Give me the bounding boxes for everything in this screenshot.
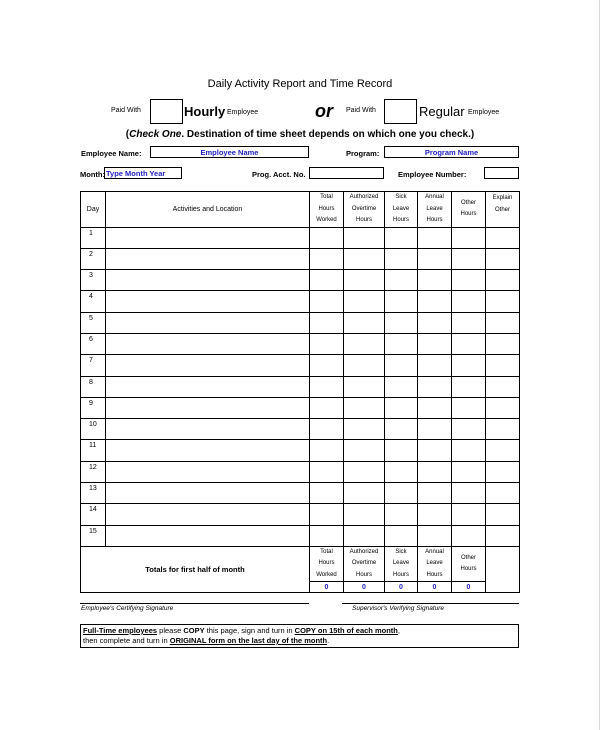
table-row — [81, 312, 520, 333]
employee-signature-label: Employee's Certifying Signature — [81, 605, 174, 612]
overtime-hours-cell[interactable] — [344, 440, 385, 461]
annual-leave-cell[interactable] — [418, 440, 452, 461]
annual-leave-cell[interactable] — [418, 376, 452, 397]
table-row — [81, 461, 520, 482]
employee-label-2: Employee — [468, 109, 500, 116]
annual-leave-cell[interactable] — [418, 504, 452, 525]
total-hours-cell[interactable] — [310, 270, 344, 291]
activity-cell[interactable] — [106, 440, 310, 461]
annual-leave-cell[interactable] — [418, 312, 452, 333]
explain-other-cell[interactable] — [486, 525, 520, 546]
explain-other-cell[interactable] — [486, 248, 520, 269]
other-hours-cell[interactable] — [452, 312, 486, 333]
total-hours-cell[interactable] — [310, 461, 344, 482]
table-row — [81, 376, 520, 397]
day-number: 11 — [81, 440, 106, 461]
prog-acct-field[interactable] — [309, 167, 384, 179]
activity-cell[interactable] — [106, 355, 310, 376]
activity-cell[interactable] — [106, 525, 310, 546]
other-hours-cell[interactable] — [452, 291, 486, 312]
sick-leave-cell[interactable] — [385, 333, 418, 354]
sick-leave-cell[interactable] — [385, 248, 418, 269]
activity-cell[interactable] — [106, 333, 310, 354]
regular-checkbox[interactable] — [384, 99, 417, 124]
regular-label: Regular — [419, 104, 465, 119]
note-full-time: Full-Time employees — [83, 626, 158, 635]
table-row — [81, 355, 520, 376]
sick-leave-cell[interactable] — [385, 483, 418, 504]
explain-other-cell[interactable] — [486, 397, 520, 418]
activity-cell[interactable] — [106, 504, 310, 525]
explain-other-cell[interactable] — [486, 483, 520, 504]
day-number: 8 — [81, 376, 106, 397]
or-label: or — [315, 101, 333, 121]
table-row — [81, 419, 520, 440]
day-number: 6 — [81, 333, 106, 354]
day-number: 4 — [81, 291, 106, 312]
annual-leave-header: Annual Leave Hours — [418, 192, 452, 228]
note-then-complete: then complete and turn in — [83, 636, 170, 645]
supervisor-signature-line[interactable] — [342, 603, 519, 604]
other-hours-cell[interactable] — [452, 355, 486, 376]
note-line-1 — [83, 626, 400, 635]
paid-with-label-2: Paid With — [346, 107, 376, 114]
explain-other-cell[interactable] — [486, 461, 520, 482]
other-hours-cell[interactable] — [452, 504, 486, 525]
sick-leave-cell[interactable] — [385, 376, 418, 397]
sick-leave-cell[interactable] — [385, 291, 418, 312]
annual-leave-cell[interactable] — [418, 333, 452, 354]
table-row — [81, 227, 520, 248]
employee-name-label: Employee Name: — [81, 149, 142, 158]
explain-other-cell[interactable] — [486, 355, 520, 376]
employee-number-label: Employee Number: — [398, 170, 467, 179]
annual-leave-cell[interactable] — [418, 483, 452, 504]
overtime-hours-cell[interactable] — [344, 397, 385, 418]
total-value: 0 — [344, 582, 385, 593]
other-hours-cell[interactable] — [452, 333, 486, 354]
sick-leave-cell[interactable] — [385, 419, 418, 440]
activity-cell[interactable] — [106, 483, 310, 504]
sick-leave-cell[interactable] — [385, 397, 418, 418]
table-row — [81, 333, 520, 354]
overtime-hours-cell[interactable] — [344, 312, 385, 333]
table-row — [81, 504, 520, 525]
other-hours-cell[interactable] — [452, 227, 486, 248]
explain-other-cell[interactable] — [486, 419, 520, 440]
overtime-hours-subheader: Authorized Overtime Hours — [344, 546, 385, 582]
note-comma: , — [397, 626, 400, 635]
total-hours-cell[interactable] — [310, 291, 344, 312]
other-hours-cell[interactable] — [452, 525, 486, 546]
day-header: Day — [81, 192, 106, 228]
prog-acct-label: Prog. Acct. No. — [252, 170, 306, 179]
table-row — [81, 483, 520, 504]
total-hours-subheader: Total Hours Worked — [310, 546, 344, 582]
activity-cell[interactable] — [106, 461, 310, 482]
overtime-hours-cell[interactable] — [344, 525, 385, 546]
table-row — [81, 248, 520, 269]
program-label: Program: — [346, 149, 380, 158]
totals-label: Totals for first half of month — [81, 546, 310, 593]
overtime-hours-cell[interactable] — [344, 333, 385, 354]
activity-cell[interactable] — [106, 376, 310, 397]
sick-leave-cell[interactable] — [385, 270, 418, 291]
day-number: 7 — [81, 355, 106, 376]
total-hours-cell[interactable] — [310, 333, 344, 354]
total-hours-cell[interactable] — [310, 483, 344, 504]
total-value: 0 — [385, 582, 418, 593]
total-hours-cell[interactable] — [310, 397, 344, 418]
employee-signature-line[interactable] — [80, 603, 309, 604]
explain-other-cell[interactable] — [486, 312, 520, 333]
supervisor-signature-label: Supervisor's Verifying Signature — [352, 605, 445, 612]
other-hours-cell[interactable] — [452, 483, 486, 504]
hourly-label: Hourly — [184, 104, 226, 119]
overtime-hours-cell[interactable] — [344, 461, 385, 482]
explain-other-cell[interactable] — [486, 440, 520, 461]
instruction-check-one: Check One — [129, 129, 182, 140]
activity-cell[interactable] — [106, 291, 310, 312]
overtime-hours-cell[interactable] — [344, 419, 385, 440]
annual-leave-cell[interactable] — [418, 419, 452, 440]
other-hours-cell[interactable] — [452, 461, 486, 482]
activities-header: Activities and Location — [106, 192, 310, 228]
table-row — [81, 291, 520, 312]
other-hours-cell[interactable] — [452, 248, 486, 269]
activity-cell[interactable] — [106, 312, 310, 333]
sick-leave-cell[interactable] — [385, 355, 418, 376]
activity-cell[interactable] — [106, 270, 310, 291]
page-title: Daily Activity Report and Time Record — [207, 78, 393, 90]
overtime-hours-cell[interactable] — [344, 248, 385, 269]
explain-other-cell[interactable] — [486, 376, 520, 397]
day-number: 9 — [81, 397, 106, 418]
overtime-hours-cell[interactable] — [344, 270, 385, 291]
total-hours-cell[interactable] — [310, 355, 344, 376]
total-hours-cell[interactable] — [310, 525, 344, 546]
day-number: 14 — [81, 504, 106, 525]
other-hours-cell[interactable] — [452, 419, 486, 440]
employee-label-1: Employee — [227, 109, 259, 116]
sick-leave-cell[interactable] — [385, 504, 418, 525]
employee-name-value: Employee Name — [200, 148, 259, 157]
day-number: 1 — [81, 227, 106, 248]
day-number: 3 — [81, 270, 106, 291]
explain-other-cell[interactable] — [486, 270, 520, 291]
instruction-open-paren: ( — [125, 129, 130, 140]
overtime-hours-cell[interactable] — [344, 355, 385, 376]
other-hours-cell[interactable] — [452, 376, 486, 397]
time-record-table — [80, 191, 520, 593]
activity-cell[interactable] — [106, 248, 310, 269]
day-number: 5 — [81, 312, 106, 333]
other-hours-cell[interactable] — [452, 440, 486, 461]
total-hours-cell[interactable] — [310, 440, 344, 461]
overtime-hours-cell[interactable] — [344, 504, 385, 525]
note-please: please — [157, 626, 184, 635]
note-period: . — [327, 636, 330, 645]
totals-explain-cell[interactable] — [486, 546, 520, 593]
activity-cell[interactable] — [106, 227, 310, 248]
note-original-form: ORIGINAL form on the last day of the month — [169, 636, 328, 645]
annual-leave-cell[interactable] — [418, 525, 452, 546]
explain-other-header: Explain Other — [486, 192, 520, 228]
other-hours-cell[interactable] — [452, 270, 486, 291]
overtime-hours-cell[interactable] — [344, 227, 385, 248]
overtime-hours-cell[interactable] — [344, 483, 385, 504]
note-copy: COPY — [183, 626, 205, 635]
annual-leave-cell[interactable] — [418, 248, 452, 269]
activity-cell[interactable] — [106, 419, 310, 440]
total-hours-cell[interactable] — [310, 312, 344, 333]
annual-leave-subheader: Annual Leave Hours — [418, 546, 452, 582]
explain-other-cell[interactable] — [486, 227, 520, 248]
overtime-hours-cell[interactable] — [344, 376, 385, 397]
sick-leave-cell[interactable] — [385, 440, 418, 461]
month-label: Month: — [80, 170, 105, 179]
table-row — [81, 440, 520, 461]
annual-leave-cell[interactable] — [418, 227, 452, 248]
total-hours-cell[interactable] — [310, 227, 344, 248]
day-number: 12 — [81, 461, 106, 482]
totals-header-row — [81, 546, 520, 582]
paid-with-label-1: Paid With — [111, 107, 141, 114]
total-value: 0 — [452, 582, 486, 593]
sick-leave-header: Sick Leave Hours — [385, 192, 418, 228]
day-number: 13 — [81, 483, 106, 504]
total-hours-cell[interactable] — [310, 419, 344, 440]
total-value: 0 — [310, 582, 344, 593]
sick-leave-cell[interactable] — [385, 312, 418, 333]
sick-leave-subheader: Sick Leave Hours — [385, 546, 418, 582]
annual-leave-cell[interactable] — [418, 461, 452, 482]
other-hours-cell[interactable] — [452, 397, 486, 418]
note-line-2 — [83, 636, 329, 645]
month-value: Type Month Year — [106, 169, 166, 178]
overtime-hours-cell[interactable] — [344, 291, 385, 312]
annual-leave-cell[interactable] — [418, 291, 452, 312]
explain-other-cell[interactable] — [486, 333, 520, 354]
table-row — [81, 525, 520, 546]
sick-leave-cell[interactable] — [385, 227, 418, 248]
annual-leave-cell[interactable] — [418, 270, 452, 291]
employee-number-field[interactable] — [484, 167, 519, 179]
program-value: Program Name — [424, 148, 479, 157]
sick-leave-cell[interactable] — [385, 461, 418, 482]
total-hours-cell[interactable] — [310, 504, 344, 525]
explain-other-cell[interactable] — [486, 504, 520, 525]
table-row — [81, 270, 520, 291]
total-hours-cell[interactable] — [310, 248, 344, 269]
day-number: 15 — [81, 525, 106, 546]
note-copy-15th: COPY on 15th of each month — [294, 626, 398, 635]
table-header-row — [81, 192, 520, 228]
annual-leave-cell[interactable] — [418, 397, 452, 418]
overtime-hours-header: Authorized Overtime Hours — [344, 192, 385, 228]
hourly-checkbox[interactable] — [150, 99, 183, 124]
annual-leave-cell[interactable] — [418, 355, 452, 376]
check-one-instruction — [0, 129, 600, 140]
total-hours-header: Total Hours Worked — [310, 192, 344, 228]
activity-cell[interactable] — [106, 397, 310, 418]
other-hours-header: Other Hours — [452, 192, 486, 228]
instruction-rest: . Destination of time sheet depends on which one you check.) — [181, 129, 475, 140]
table-row — [81, 397, 520, 418]
day-number: 10 — [81, 419, 106, 440]
sick-leave-cell[interactable] — [385, 525, 418, 546]
note-sign-turn-in: this page, sign and turn in — [204, 626, 295, 635]
day-number: 2 — [81, 248, 106, 269]
total-value: 0 — [418, 582, 452, 593]
explain-other-cell[interactable] — [486, 291, 520, 312]
other-hours-subheader: Other Hours — [452, 546, 486, 582]
total-hours-cell[interactable] — [310, 376, 344, 397]
